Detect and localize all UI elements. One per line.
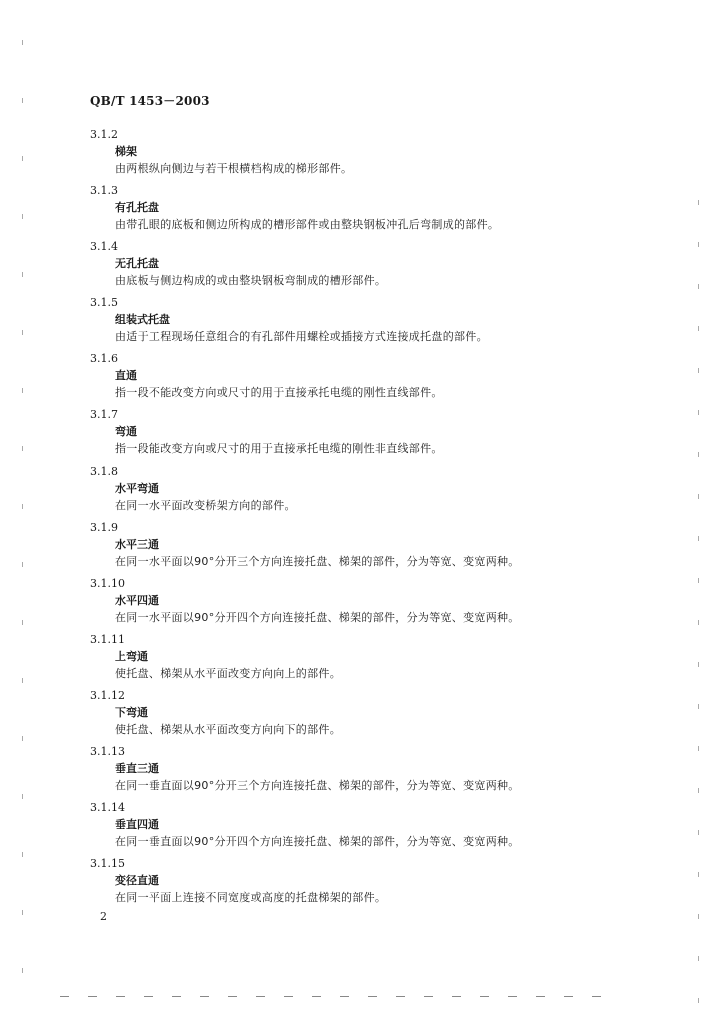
- scan-edge-tick: [22, 736, 23, 741]
- clause-number: 3.1.4: [90, 240, 118, 254]
- scan-dash-mark: [508, 996, 517, 997]
- scan-dash-mark: [228, 996, 237, 997]
- clause-number: 3.1.14: [90, 801, 125, 815]
- clause-number: 3.1.2: [90, 128, 118, 141]
- term-title: 有孔托盘: [115, 201, 159, 215]
- scan-edge-tick: [698, 746, 699, 751]
- term-definition: 指一段不能改变方向或尺寸的用于直接承托电缆的刚性直线部件。: [115, 386, 443, 400]
- definition-entry: [0, 688, 724, 744]
- term-definition: 在同一垂直面以90°分开三个方向连接托盘、梯架的部件，分为等宽、变宽两种。: [115, 779, 520, 793]
- clause-number: 3.1.13: [90, 745, 125, 759]
- clause-number: 3.1.5: [90, 296, 118, 310]
- scan-dash-mark: [368, 996, 377, 997]
- term-definition: 使托盘、梯架从水平面改变方向向上的部件。: [115, 666, 341, 680]
- term-title: 上弯通: [115, 649, 148, 663]
- scan-dash-mark: [396, 996, 405, 997]
- scan-dash-mark: [424, 996, 433, 997]
- standard-code: QB/T 1453－2003: [90, 94, 210, 108]
- scan-dash-mark: [144, 996, 153, 997]
- scan-edge-tick: [698, 410, 699, 415]
- definition-entry: [0, 295, 724, 351]
- page-number: 2: [100, 910, 107, 923]
- term-definition: 由带孔眼的底板和侧边所构成的槽形部件或由整块钢板冲孔后弯制成的部件。: [115, 218, 500, 232]
- scan-edge-tick: [698, 368, 699, 373]
- definition-entry: [0, 407, 724, 463]
- clause-number: 3.1.12: [90, 688, 125, 702]
- scan-edge-tick: [22, 678, 23, 683]
- scan-edge-tick: [22, 446, 23, 451]
- scan-dash-mark: [312, 996, 321, 997]
- scan-edge-tick: [22, 910, 23, 915]
- scan-edge-tick: [698, 704, 699, 709]
- term-title: 水平弯通: [115, 481, 159, 495]
- definition-entry: [0, 464, 724, 520]
- clause-number: 3.1.6: [90, 352, 118, 366]
- scan-dash-mark: [200, 996, 209, 997]
- definitions-list: [0, 127, 724, 912]
- scan-edge-tick: [698, 872, 699, 877]
- term-title: 梯架: [115, 145, 137, 158]
- scan-edge-tick: [698, 998, 699, 1003]
- scan-dash-mark: [172, 996, 181, 997]
- definition-entry: [0, 520, 724, 576]
- term-title: 下弯通: [115, 705, 148, 719]
- scan-dash-mark: [340, 996, 349, 997]
- definition-entry: [0, 239, 724, 295]
- term-title: 垂直三通: [115, 762, 159, 776]
- term-title: 水平四通: [115, 593, 159, 607]
- scan-edge-tick: [698, 200, 699, 205]
- scan-edge-tick: [22, 330, 23, 335]
- term-definition: 由底板与侧边构成的或由整块钢板弯制成的槽形部件。: [115, 274, 387, 288]
- scan-edge-tick: [22, 620, 23, 625]
- scan-edge-tick: [698, 788, 699, 793]
- scan-edge-tick: [22, 214, 23, 219]
- scan-dash-mark: [88, 996, 97, 997]
- scan-edge-tick: [22, 852, 23, 857]
- term-title: 组装式托盘: [115, 313, 170, 327]
- scan-dash-mark: [592, 996, 601, 997]
- definition-entry: [0, 744, 724, 800]
- scan-edge-tick: [698, 830, 699, 835]
- scan-edge-tick: [698, 494, 699, 499]
- term-definition: 在同一水平面以90°分开三个方向连接托盘、梯架的部件，分为等宽、变宽两种。: [115, 554, 520, 568]
- definition-entry: [0, 183, 724, 239]
- term-definition: 在同一水平面改变桥架方向的部件。: [115, 498, 296, 512]
- term-definition: 由适于工程现场任意组合的有孔部件用螺栓或插接方式连接成托盘的部件。: [115, 330, 488, 344]
- scan-edge-tick: [698, 326, 699, 331]
- term-title: 弯通: [115, 425, 137, 439]
- clause-number: 3.1.7: [90, 408, 118, 422]
- scan-dash-mark: [480, 996, 489, 997]
- scan-edge-tick: [698, 914, 699, 919]
- scan-dash-mark: [284, 996, 293, 997]
- scan-edge-tick: [698, 284, 699, 289]
- term-title: 无孔托盘: [115, 257, 159, 271]
- definition-entry: [0, 632, 724, 688]
- scan-edge-tick: [698, 452, 699, 457]
- scan-edge-tick: [22, 388, 23, 393]
- scan-dash-mark: [536, 996, 545, 997]
- scan-edge-tick: [698, 662, 699, 667]
- scan-edge-tick: [698, 956, 699, 961]
- scan-edge-tick: [22, 794, 23, 799]
- term-title: 直通: [115, 369, 137, 383]
- term-title: 变径直通: [115, 874, 159, 888]
- term-definition: 指一段能改变方向或尺寸的用于直接承托电缆的刚性非直线部件。: [115, 442, 443, 456]
- clause-number: 3.1.8: [90, 464, 118, 478]
- clause-number: 3.1.15: [90, 857, 125, 871]
- clause-number: 3.1.3: [90, 184, 118, 198]
- scan-edge-tick: [22, 156, 23, 161]
- scan-dash-mark: [256, 996, 265, 997]
- scan-dash-mark: [452, 996, 461, 997]
- scan-edge-tick: [698, 578, 699, 583]
- scan-edge-tick: [698, 536, 699, 541]
- scan-dash-mark: [60, 996, 69, 997]
- scan-edge-tick: [22, 98, 23, 103]
- term-definition: 由两根纵向侧边与若干根横档构成的梯形部件。: [115, 162, 353, 175]
- term-definition: 使托盘、梯架从水平面改变方向向下的部件。: [115, 722, 341, 736]
- definition-entry: [0, 856, 724, 912]
- scan-edge-tick: [22, 968, 23, 973]
- scan-edge-tick: [22, 40, 23, 45]
- scan-edge-tick: [698, 242, 699, 247]
- definition-entry: [0, 576, 724, 632]
- term-definition: 在同一垂直面以90°分开四个方向连接托盘、梯架的部件，分为等宽、变宽两种。: [115, 835, 520, 849]
- scan-edge-tick: [698, 620, 699, 625]
- scan-dash-mark: [116, 996, 125, 997]
- term-title: 垂直四通: [115, 818, 159, 832]
- definition-entry: [0, 127, 724, 183]
- term-definition: 在同一水平面以90°分开四个方向连接托盘、梯架的部件，分为等宽、变宽两种。: [115, 610, 520, 624]
- term-title: 水平三通: [115, 537, 159, 551]
- scan-edge-tick: [22, 504, 23, 509]
- scan-edge-tick: [22, 272, 23, 277]
- term-definition: 在同一平面上连接不同宽度或高度的托盘梯架的部件。: [115, 891, 387, 905]
- clause-number: 3.1.10: [90, 576, 125, 590]
- clause-number: 3.1.11: [90, 632, 125, 646]
- document-header: [90, 92, 210, 109]
- clause-number: 3.1.9: [90, 520, 118, 534]
- definition-entry: [0, 351, 724, 407]
- scan-edge-tick: [22, 562, 23, 567]
- scan-dash-mark: [564, 996, 573, 997]
- definition-entry: [0, 800, 724, 856]
